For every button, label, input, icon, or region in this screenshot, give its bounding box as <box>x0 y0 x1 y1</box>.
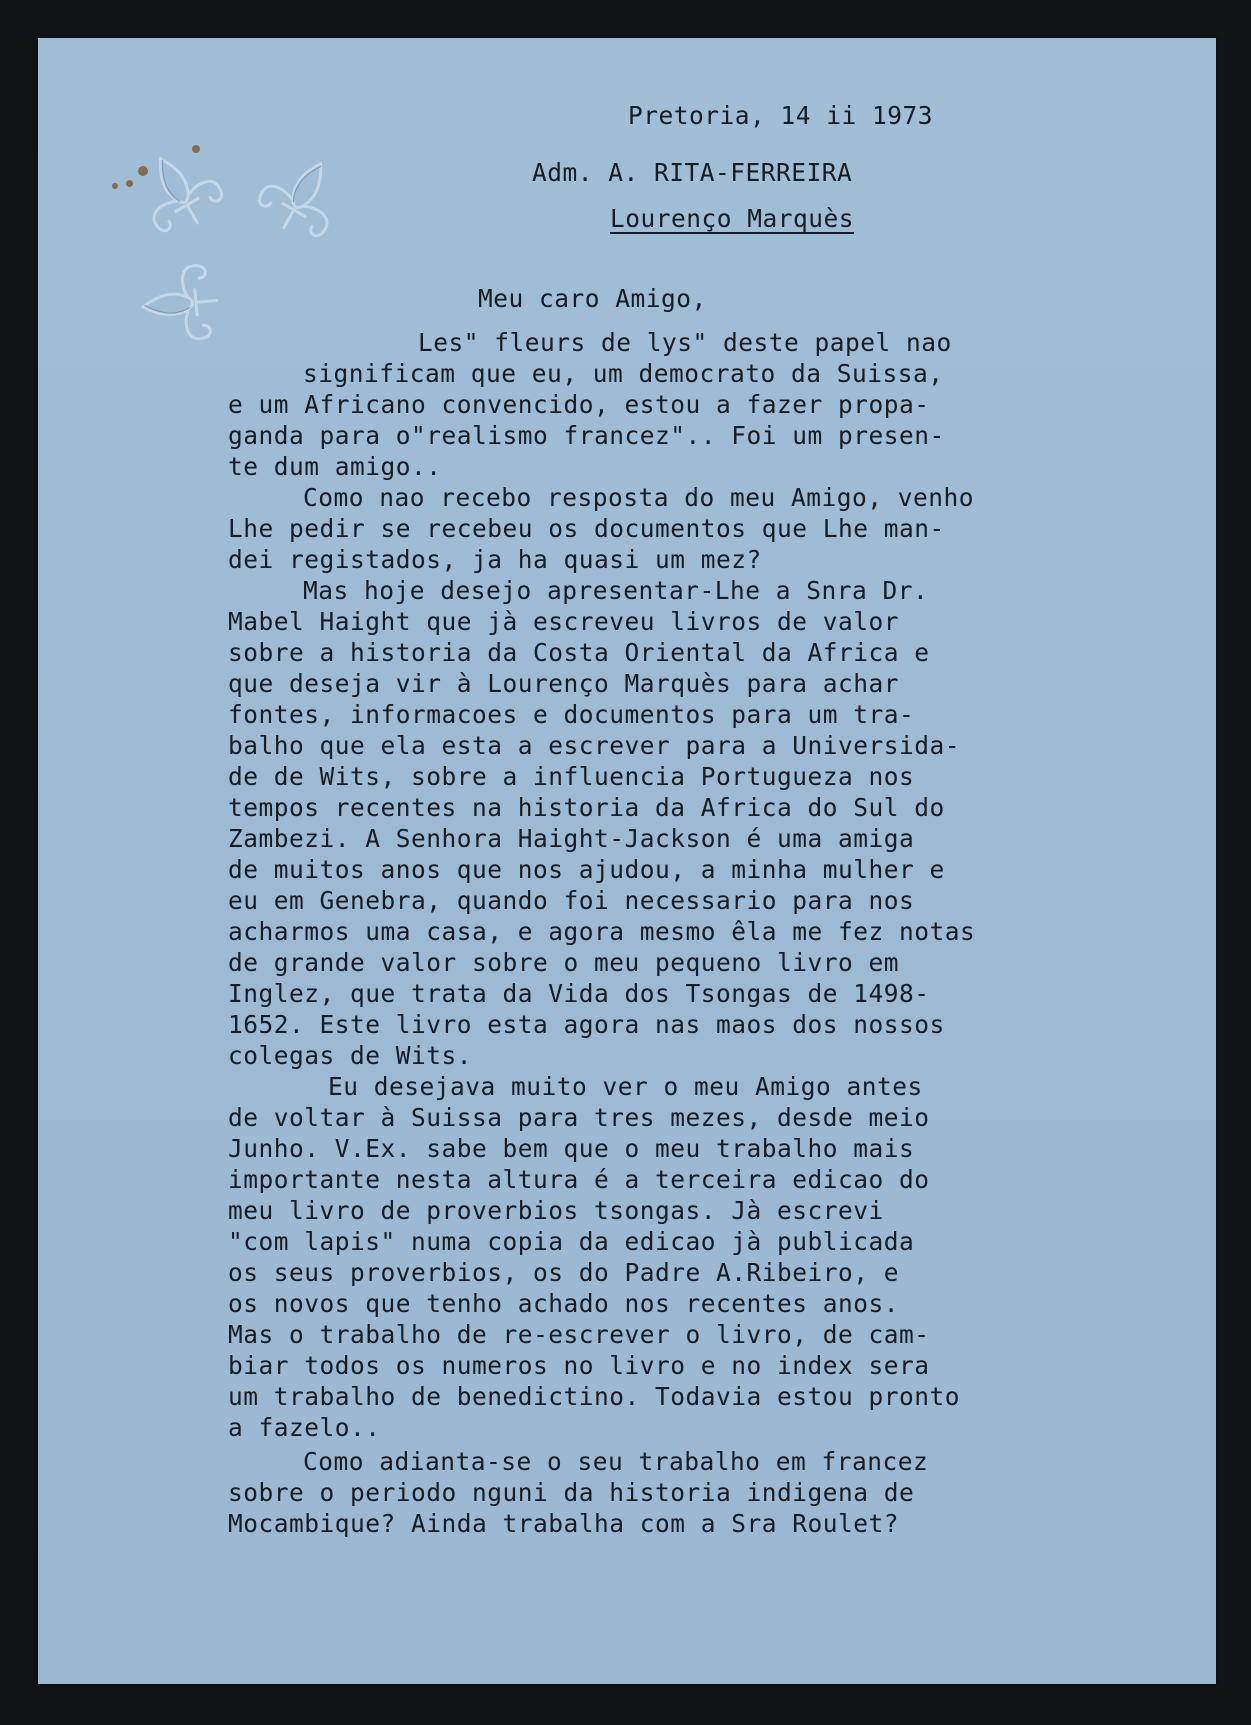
body-line: os seus proverbios, os do Padre A.Ribeiro, e <box>228 1258 900 1287</box>
body-line: balho que ela esta a escrever para a Universida- <box>228 731 961 760</box>
body-line: um trabalho de benedictino. Todavia estou pronto <box>228 1382 961 1411</box>
salutation: Meu caro Amigo, <box>478 284 707 313</box>
body-line: dei registados, ja ha quasi um mez? <box>228 545 762 574</box>
place-date: Pretoria, 14 ii 1973 <box>628 101 934 130</box>
body-line: Mabel Haight que jà escreveu livros de valor <box>228 607 900 636</box>
body-line: Junho. V.Ex. sabe bem que o meu trabalho mais <box>228 1134 915 1163</box>
body-line: Mas hoje desejo apresentar-Lhe a Snra Dr. <box>303 576 929 605</box>
body-line: biar todos os numeros no livro e no index sera <box>228 1351 930 1380</box>
body-line: Como nao recebo resposta do meu Amigo, venho <box>303 483 975 512</box>
body-line: de grande valor sobre o meu pequeno livro em <box>228 948 900 977</box>
body-line: que deseja vir à Lourenço Marquès para achar <box>228 669 900 698</box>
body-line: os novos que tenho achado nos recentes anos. <box>228 1289 900 1318</box>
body-line: meu livro de proverbios tsongas. Jà escrevi <box>228 1196 884 1225</box>
body-line: de de Wits, sobre a influencia Portugueza nos <box>228 762 915 791</box>
body-line: Inglez, que trata da Vida dos Tsongas de 1498- <box>228 979 930 1008</box>
letter-page <box>38 38 1216 1684</box>
body-line: fontes, informacoes e documentos para um tra- <box>228 700 915 729</box>
body-line: Lhe pedir se recebeu os documentos que Lhe man- <box>228 514 945 543</box>
body-line: de muitos anos que nos ajudou, a minha mulher e <box>228 855 945 884</box>
body-line: sobre o periodo nguni da historia indigena de <box>228 1478 915 1507</box>
body-line: Zambezi. A Senhora Haight-Jackson é uma amiga <box>228 824 915 853</box>
body-line: eu em Genebra, quando foi necessario para nos <box>228 886 915 915</box>
body-line: significam que eu, um democrato da Suissa, <box>303 359 944 388</box>
body-line: importante nesta altura é a terceira edicao do <box>228 1165 930 1194</box>
body-line: te dum amigo.. <box>228 452 442 481</box>
recipient-name: Adm. A. RITA-FERREIRA <box>532 158 853 187</box>
body-line: e um Africano convencido, estou a fazer propa- <box>228 390 930 419</box>
body-line: Mas o trabalho de re-escrever o livro, de cam- <box>228 1320 930 1349</box>
body-line: "com lapis" numa copia da edicao jà publicada <box>228 1227 915 1256</box>
body-line: a fazelo.. <box>228 1413 381 1442</box>
body-line: Les" fleurs de lys" deste papel nao <box>418 328 952 357</box>
body-line: tempos recentes na historia da Africa do Sul do <box>228 793 945 822</box>
letter-body <box>38 38 1216 1684</box>
body-line: Mocambique? Ainda trabalha com a Sra Roulet? <box>228 1509 900 1538</box>
body-line: Como adianta-se o seu trabalho em francez <box>303 1447 929 1476</box>
body-line: colegas de Wits. <box>228 1041 473 1070</box>
body-line: 1652. Este livro esta agora nas maos dos nossos <box>228 1010 945 1039</box>
body-line: ganda para o"realismo francez".. Foi um presen- <box>228 421 945 450</box>
body-line: Eu desejava muito ver o meu Amigo antes <box>328 1072 923 1101</box>
recipient-city: Lourenço Marquès <box>610 204 855 233</box>
body-line: de voltar à Suissa para tres mezes, desde meio <box>228 1103 930 1132</box>
body-line: sobre a historia da Costa Oriental da Africa e <box>228 638 930 667</box>
body-line: acharmos uma casa, e agora mesmo êla me fez notas <box>228 917 976 946</box>
